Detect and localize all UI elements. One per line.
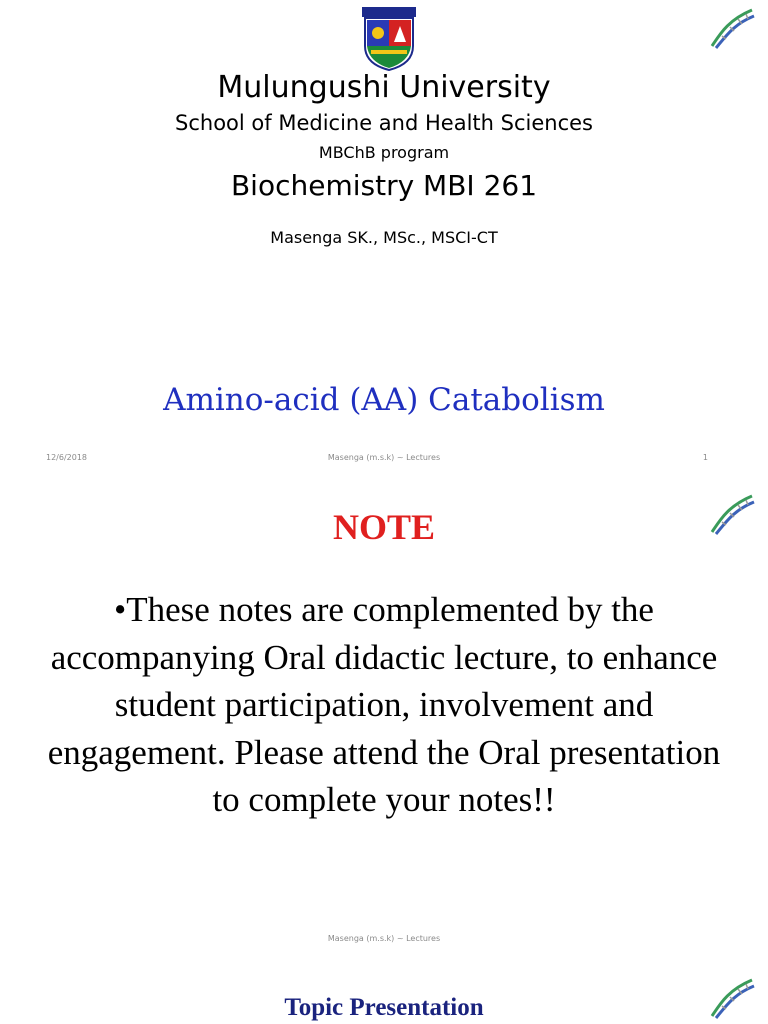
title-slide [0,0,768,476]
course-title: Biochemistry MBI 261 [230,169,538,202]
slide-number: 1 [702,453,708,462]
lecture-topic: Amino-acid (AA) Catabolism [163,382,605,418]
presenter-dna-logo [708,6,756,50]
author-credit: Masenga SK., MSc., MSCI-CT [270,228,498,247]
note-body: •These notes are complemented by the accompanying Oral didactic lecture, to enhance student participation, involvement and engagement. Please attend the Oral presentation to complete your notes!! [47,590,721,820]
university-crest-logo [361,6,417,72]
footer-author: Masenga (m.s.k) ~ Lectures [327,934,441,943]
school-name: School of Medicine and Health Sciences [175,111,593,135]
program-name: MBChB program [318,143,450,162]
topic-presentation-heading: Topic Presentation [284,994,484,1021]
footer-date: 12/6/2018 [46,453,88,462]
note-heading: NOTE [332,507,436,547]
university-name: Mulungushi University [217,70,551,105]
note-slide [0,476,768,972]
footer-author: Masenga (m.s.k) ~ Lectures [327,453,441,462]
topic-slide [0,972,768,1024]
